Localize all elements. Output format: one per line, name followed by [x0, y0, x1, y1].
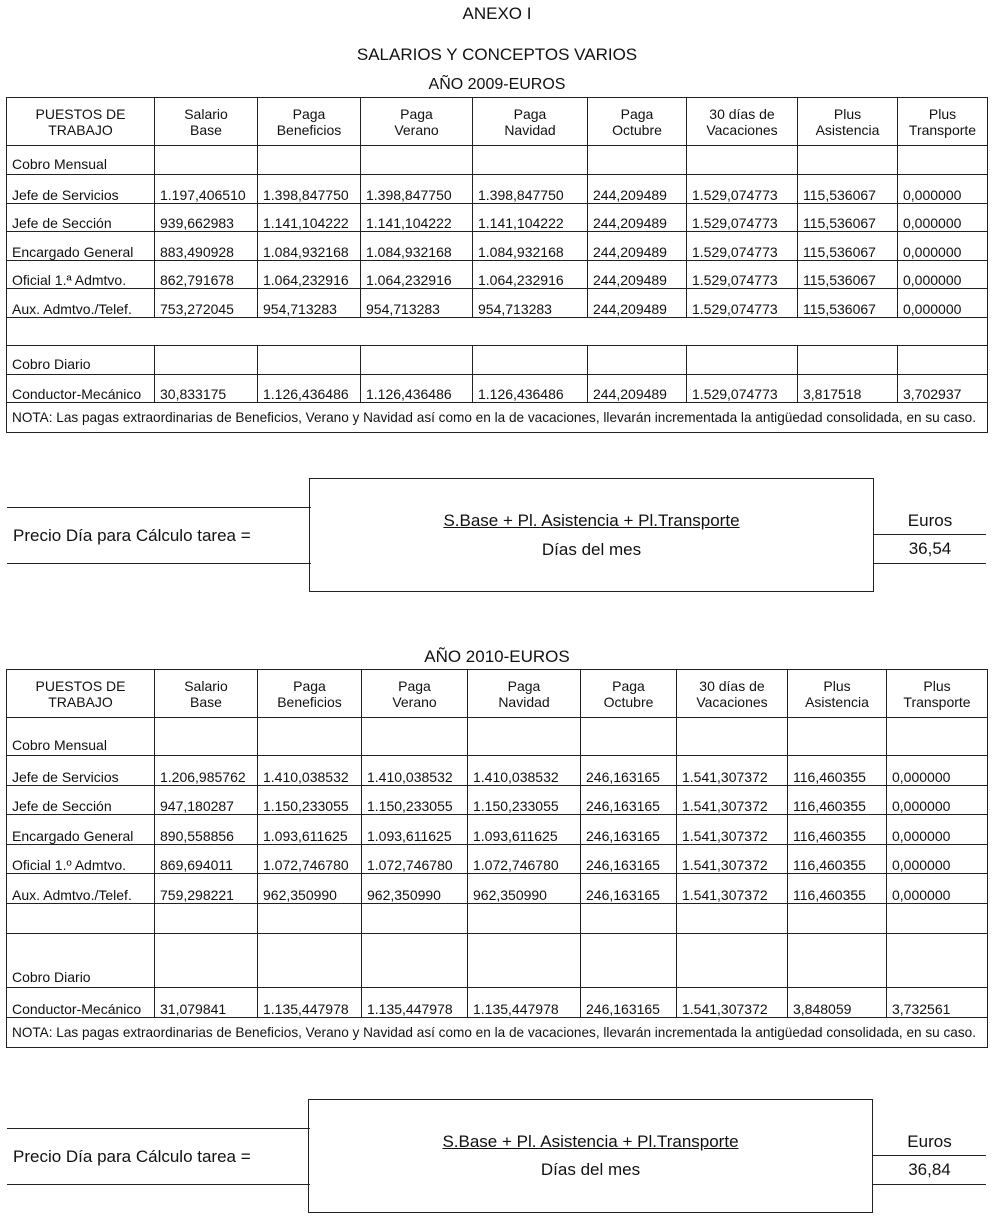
formula-numerator: S.Base + Pl. Asistencia + Pl.Transporte — [443, 511, 740, 530]
euros-value: 36,84 — [873, 1156, 986, 1185]
value-cell: 244,209489 — [588, 232, 687, 261]
value-cell: 1.135,447978 — [258, 987, 362, 1017]
column-header: Paga Beneficios — [258, 670, 362, 718]
value-cell: 753,272045 — [155, 289, 258, 318]
value-cell: 0,000000 — [898, 175, 988, 204]
year-title-2009: AÑO 2009-EUROS — [428, 76, 566, 93]
note-text: NOTA: Las pagas extraordinarias de Beneficios, Verano y Navidad así como en la de vacaciones, llevarán incrementada la antigüedad consolidada, en su caso. — [7, 1017, 988, 1047]
job-title-cell: Oficial 1.º Admtvo. — [7, 844, 155, 874]
section-label: Cobro Diario — [7, 345, 155, 374]
value-cell: 246,163165 — [581, 815, 677, 845]
value-cell: 1.541,307372 — [677, 874, 788, 904]
value-cell: 3,817518 — [798, 374, 898, 402]
column-header: Paga Navidad — [468, 670, 581, 718]
section-row-cobro-diario — [7, 345, 988, 374]
column-header: Paga Navidad — [473, 98, 588, 146]
value-cell: 0,000000 — [887, 874, 988, 904]
section-label: Cobro Mensual — [7, 718, 155, 756]
value-cell: 954,713283 — [361, 289, 473, 318]
value-cell: 1.529,074773 — [687, 260, 798, 289]
value-cell: 947,180287 — [155, 785, 258, 815]
value-cell: 1.541,307372 — [677, 756, 788, 786]
value-cell: 1.135,447978 — [468, 987, 581, 1017]
value-cell: 1.206,985762 — [155, 756, 258, 786]
table-row — [7, 260, 988, 289]
value-cell: 3,702937 — [898, 374, 988, 402]
job-title-cell: Encargado General — [7, 815, 155, 845]
value-cell: 890,558856 — [155, 815, 258, 845]
value-cell: 3,732561 — [887, 987, 988, 1017]
value-cell: 244,209489 — [588, 203, 687, 232]
table-row — [7, 374, 988, 402]
value-cell: 0,000000 — [898, 203, 988, 232]
formula-box — [308, 1099, 873, 1213]
value-cell: 962,350990 — [362, 874, 468, 904]
section-label: Cobro Diario — [7, 933, 155, 987]
value-cell: 1.197,406510 — [155, 175, 258, 204]
value-cell: 939,662983 — [155, 203, 258, 232]
table-row — [7, 175, 988, 204]
value-cell: 246,163165 — [581, 844, 677, 874]
value-cell: 1.541,307372 — [677, 987, 788, 1017]
value-cell: 1.398,847750 — [361, 175, 473, 204]
value-cell: 1.126,436486 — [473, 374, 588, 402]
table-row — [7, 203, 988, 232]
value-cell: 115,536067 — [798, 289, 898, 318]
section-label: Cobro Mensual — [7, 146, 155, 175]
value-cell: 1.398,847750 — [258, 175, 361, 204]
formula-label: Precio Día para Cálculo tarea = — [7, 507, 311, 564]
value-cell: 1.410,038532 — [468, 756, 581, 786]
value-cell: 1.072,746780 — [362, 844, 468, 874]
value-cell: 1.093,611625 — [258, 815, 362, 845]
annex-title: ANEXO I — [462, 4, 532, 23]
value-cell: 1.541,307372 — [677, 844, 788, 874]
value-cell: 1.135,447978 — [362, 987, 468, 1017]
table-row — [7, 785, 988, 815]
column-header: Plus Asistencia — [788, 670, 887, 718]
value-cell: 0,000000 — [887, 844, 988, 874]
value-cell: 759,298221 — [155, 874, 258, 904]
spacer-row — [7, 903, 988, 933]
table-row — [7, 815, 988, 845]
value-cell: 1.141,104222 — [361, 203, 473, 232]
value-cell: 0,000000 — [898, 232, 988, 261]
column-header: Salario Base — [155, 670, 258, 718]
job-title-cell: Aux. Admtvo./Telef. — [7, 874, 155, 904]
column-header: Plus Asistencia — [798, 98, 898, 146]
note-row — [7, 402, 988, 432]
value-cell: 1.529,074773 — [687, 374, 798, 402]
section-row-cobro-mensual — [7, 146, 988, 175]
value-cell: 115,536067 — [798, 232, 898, 261]
salary-table-2009 — [6, 97, 988, 433]
column-header: PUESTOS DE TRABAJO — [7, 670, 155, 718]
value-cell: 116,460355 — [788, 815, 887, 845]
value-cell: 1.150,233055 — [362, 785, 468, 815]
column-header: Paga Beneficios — [258, 98, 361, 146]
job-title-cell: Jefe de Servicios — [7, 756, 155, 786]
value-cell: 1.093,611625 — [468, 815, 581, 845]
column-header: Paga Octubre — [588, 98, 687, 146]
table-row — [7, 232, 988, 261]
job-title-cell: Jefe de Servicios — [7, 175, 155, 204]
table-row — [7, 289, 988, 318]
value-cell: 246,163165 — [581, 756, 677, 786]
euros-value: 36,54 — [874, 535, 986, 564]
value-cell: 0,000000 — [887, 785, 988, 815]
document-title: SALARIOS Y CONCEPTOS VARIOS — [356, 45, 638, 64]
value-cell: 1.064,232916 — [258, 260, 361, 289]
job-title-cell: Jefe de Sección — [7, 785, 155, 815]
value-cell: 1.150,233055 — [258, 785, 362, 815]
value-cell: 115,536067 — [798, 203, 898, 232]
table-row — [7, 987, 988, 1017]
value-cell: 246,163165 — [581, 874, 677, 904]
table-row — [7, 874, 988, 904]
euros-box — [873, 1128, 986, 1185]
value-cell: 244,209489 — [588, 175, 687, 204]
table-row — [7, 844, 988, 874]
value-cell: 116,460355 — [788, 756, 887, 786]
value-cell: 244,209489 — [588, 374, 687, 402]
value-cell: 954,713283 — [258, 289, 361, 318]
value-cell: 1.084,932168 — [361, 232, 473, 261]
value-cell: 1.084,932168 — [473, 232, 588, 261]
note-row — [7, 1017, 988, 1047]
value-cell: 962,350990 — [258, 874, 362, 904]
value-cell: 1.072,746780 — [258, 844, 362, 874]
value-cell: 116,460355 — [788, 874, 887, 904]
value-cell: 246,163165 — [581, 987, 677, 1017]
column-header: Paga Verano — [361, 98, 473, 146]
value-cell: 1.410,038532 — [362, 756, 468, 786]
euros-box — [874, 507, 986, 564]
value-cell: 1.541,307372 — [677, 785, 788, 815]
value-cell: 1.084,932168 — [258, 232, 361, 261]
column-header: Plus Transporte — [887, 670, 988, 718]
value-cell: 1.064,232916 — [361, 260, 473, 289]
formula-denominator: Días del mes — [541, 540, 642, 559]
note-text: NOTA: Las pagas extraordinarias de Beneficios, Verano y Navidad así como en la de vacaciones, llevarán incrementada la antigüedad consolidada, en su caso. — [7, 402, 988, 432]
value-cell: 1.126,436486 — [361, 374, 473, 402]
value-cell: 0,000000 — [898, 260, 988, 289]
section-row-cobro-diario — [7, 933, 988, 987]
value-cell: 1.141,104222 — [473, 203, 588, 232]
value-cell: 1.093,611625 — [362, 815, 468, 845]
value-cell: 30,833175 — [155, 374, 258, 402]
formula-label: Precio Día para Cálculo tarea = — [7, 1128, 310, 1185]
value-cell: 1.541,307372 — [677, 815, 788, 845]
salary-table-2010 — [6, 669, 988, 1048]
column-header: Paga Octubre — [581, 670, 677, 718]
value-cell: 0,000000 — [887, 815, 988, 845]
column-header: Paga Verano — [362, 670, 468, 718]
job-title-cell: Aux. Admtvo./Telef. — [7, 289, 155, 318]
column-header: Plus Transporte — [898, 98, 988, 146]
value-cell: 962,350990 — [468, 874, 581, 904]
value-cell: 954,713283 — [473, 289, 588, 318]
job-title-cell: Conductor-Mecánico — [7, 987, 155, 1017]
value-cell: 1.529,074773 — [687, 289, 798, 318]
formula-box — [309, 478, 874, 592]
column-header: 30 días de Vacaciones — [687, 98, 798, 146]
value-cell: 1.398,847750 — [473, 175, 588, 204]
section-row-cobro-mensual — [7, 718, 988, 756]
value-cell: 31,079841 — [155, 987, 258, 1017]
value-cell: 115,536067 — [798, 260, 898, 289]
formula-numerator: S.Base + Pl. Asistencia + Pl.Transporte — [442, 1132, 739, 1151]
year-title-2010: AÑO 2010-EUROS — [424, 647, 570, 666]
job-title-cell: Oficial 1.ª Admtvo. — [7, 260, 155, 289]
job-title-cell: Jefe de Sección — [7, 203, 155, 232]
euros-unit: Euros — [873, 1128, 986, 1156]
value-cell: 1.141,104222 — [258, 203, 361, 232]
value-cell: 1.150,233055 — [468, 785, 581, 815]
value-cell: 3,848059 — [788, 987, 887, 1017]
job-title-cell: Conductor-Mecánico — [7, 374, 155, 402]
table-header-row — [7, 98, 988, 146]
value-cell: 1.529,074773 — [687, 203, 798, 232]
value-cell: 115,536067 — [798, 175, 898, 204]
euros-unit: Euros — [874, 507, 986, 535]
value-cell: 862,791678 — [155, 260, 258, 289]
column-header: 30 días de Vacaciones — [677, 670, 788, 718]
value-cell: 1.126,436486 — [258, 374, 361, 402]
table-header-row — [7, 670, 988, 718]
value-cell: 244,209489 — [588, 289, 687, 318]
value-cell: 116,460355 — [788, 785, 887, 815]
formula-denominator: Días del mes — [540, 1160, 641, 1179]
value-cell: 1.410,038532 — [258, 756, 362, 786]
value-cell: 0,000000 — [898, 289, 988, 318]
table-row — [7, 756, 988, 786]
value-cell: 244,209489 — [588, 260, 687, 289]
value-cell: 1.529,074773 — [687, 175, 798, 204]
column-header: Salario Base — [155, 98, 258, 146]
value-cell: 883,490928 — [155, 232, 258, 261]
value-cell: 0,000000 — [887, 756, 988, 786]
spacer-row — [7, 317, 988, 345]
value-cell: 1.529,074773 — [687, 232, 798, 261]
value-cell: 246,163165 — [581, 785, 677, 815]
column-header: PUESTOS DE TRABAJO — [7, 98, 155, 146]
value-cell: 1.072,746780 — [468, 844, 581, 874]
value-cell: 116,460355 — [788, 844, 887, 874]
value-cell: 1.064,232916 — [473, 260, 588, 289]
job-title-cell: Encargado General — [7, 232, 155, 261]
value-cell: 869,694011 — [155, 844, 258, 874]
